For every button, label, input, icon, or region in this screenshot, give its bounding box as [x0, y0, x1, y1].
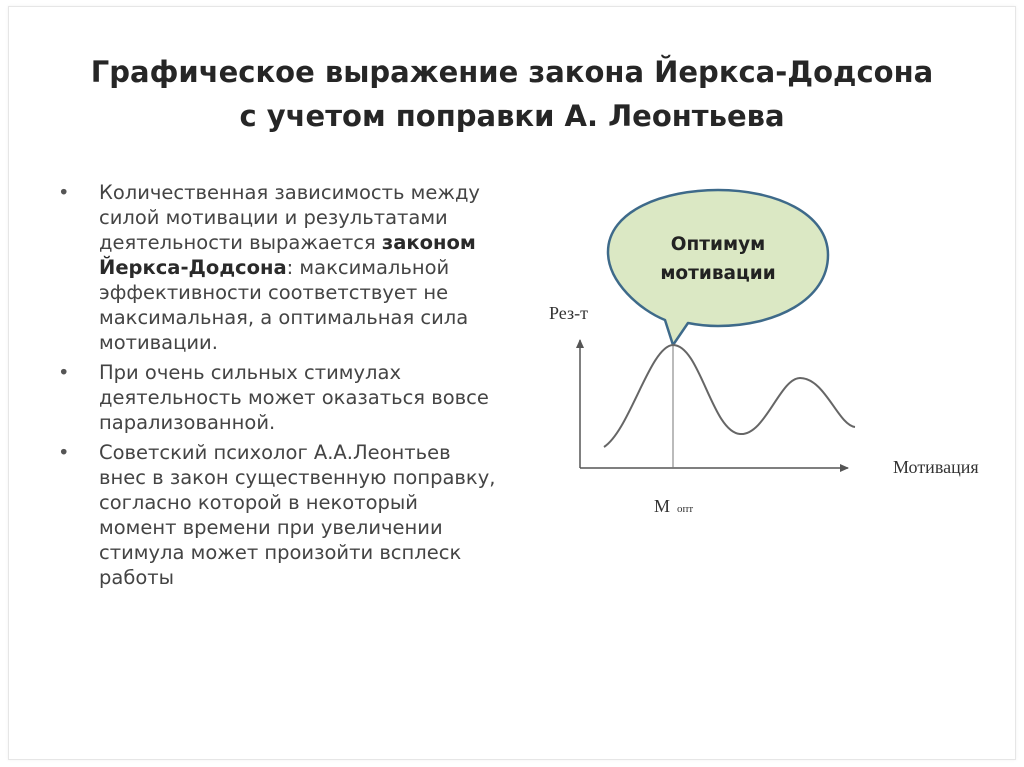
- callout-line-1: Оптимум: [670, 234, 766, 255]
- callout-text: [638, 230, 798, 288]
- title-line-2: с учетом поправки А. Леонтьева: [239, 99, 785, 133]
- bullet-text: Советский психолог А.А.Леонтьев внес в закон существенную поправку, согласно которой в некоторый момент времени при увеличении стимула может произойти всплеск работы: [99, 441, 496, 589]
- x-axis-label: Мотивация: [893, 457, 979, 477]
- performance-curve: [604, 345, 855, 447]
- bullet-text-bold: законом Йеркса-Додсона: [99, 231, 476, 279]
- y-axis-label: Рез-т: [549, 303, 588, 323]
- optimum-marker-label: [654, 496, 693, 516]
- bullet-text-before: Количественная зависимость между силой мотивации и результатами деятельности выражается: [99, 181, 480, 254]
- callout-line-2: мотивации: [660, 263, 776, 284]
- bullet-text: При очень сильных стимулах деятельность может оказаться вовсе парализованной.: [99, 361, 489, 434]
- optimum-marker-sub: опт: [677, 503, 694, 515]
- bullet-text-after: : максимальной эффективности соответствует не максимальная, а оптимальная сила мотивации.: [99, 256, 469, 354]
- optimum-marker-main: М: [654, 496, 671, 516]
- title-line-1: Графическое выражение закона Йеркса-Додсона: [90, 55, 934, 89]
